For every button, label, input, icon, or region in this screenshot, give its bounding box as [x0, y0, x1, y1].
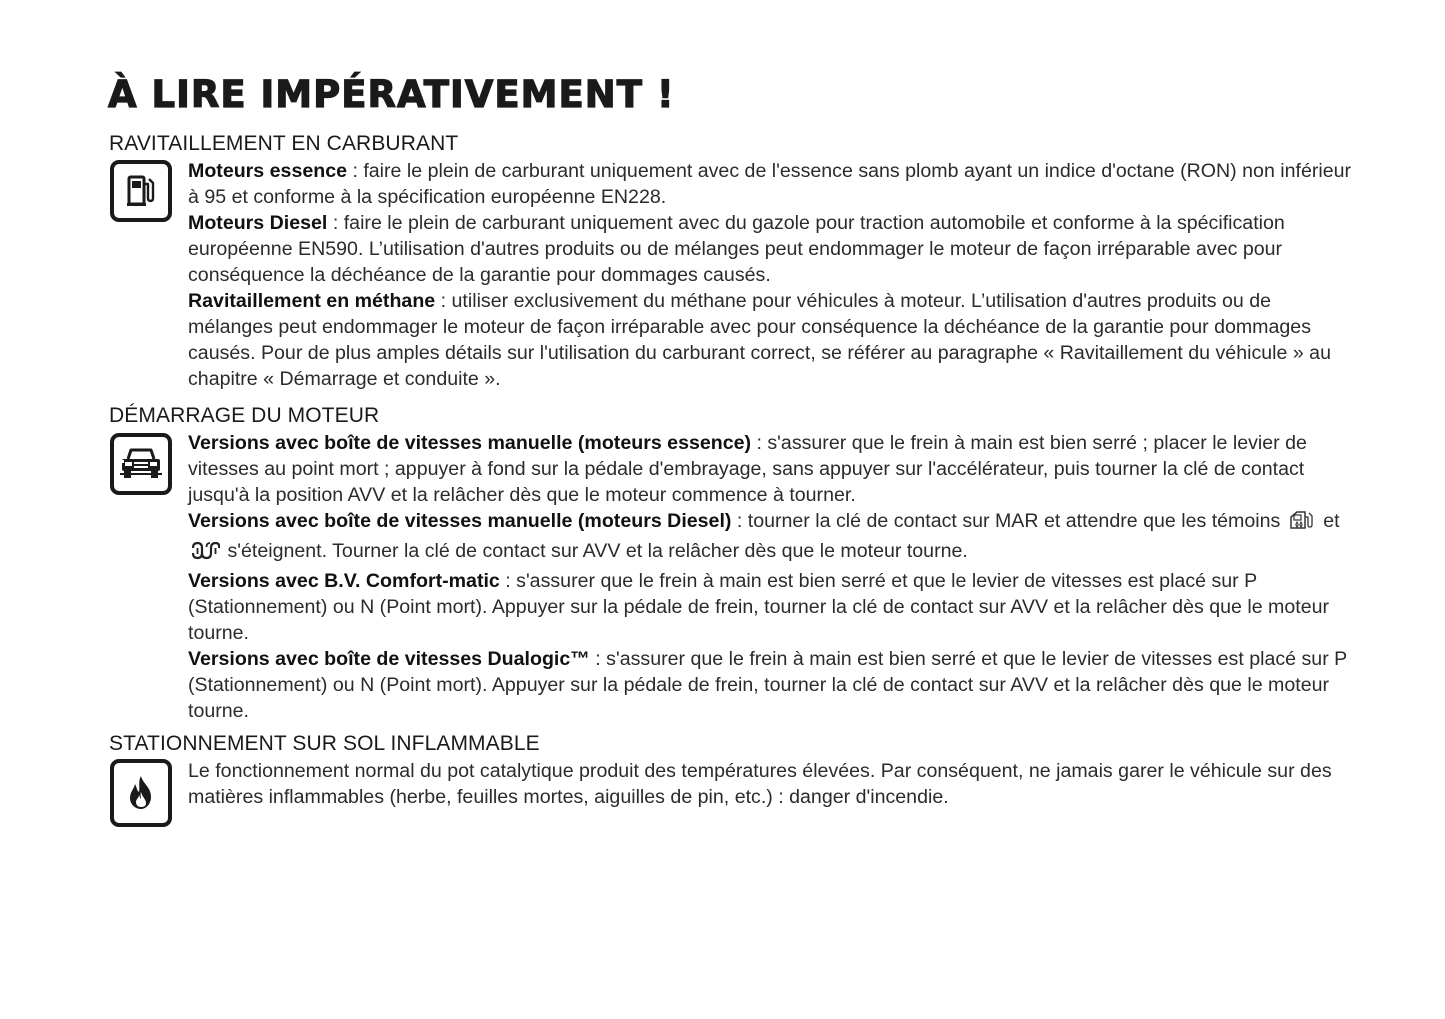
- car-front-icon: [110, 433, 172, 495]
- section-heading: RAVITAILLEMENT EN CARBURANT: [109, 132, 459, 155]
- section-engine-start: [109, 403, 1359, 724]
- glow-plug-warning-icon: [190, 541, 220, 568]
- page-title: À LIRE IMPÉRATIVEMENT !: [108, 73, 675, 116]
- paragraph: Ravitaillement en méthane : utiliser exclusivement du méthane pour véhicules à moteur. L’utilisation d'autres produits ou de mélanges peut endommager le moteur de façon irréparable avec pour conséquence la déchéance de la garantie pour dommages causés. Pour de plus amples détails sur l'utilisation du carburant correct, se référer au paragraphe « Ravitaillement du véhicule » au chapitre « Démarrage et conduite ».: [188, 290, 1331, 390]
- section-heading: STATIONNEMENT SUR SOL INFLAMMABLE: [109, 732, 540, 755]
- fuel-pump-icon: [110, 160, 172, 222]
- section-heading: DÉMARRAGE DU MOTEUR: [109, 404, 380, 427]
- paragraph: Moteurs Diesel : faire le plein de carburant uniquement avec du gazole pour traction automobile et conforme à la spécification européenne EN590. L’utilisation d'autres produits ou de mélanges peut endommager le moteur de façon irréparable avec pour conséquence la déchéance de la garantie pour dommages causés.: [188, 212, 1285, 286]
- paragraph: Versions avec boîte de vitesses manuelle (moteurs essence) : s'assurer que le frein à main est bien serré ; placer le levier de vitesses au point mort ; appuyer à fond sur la pédale d'embrayage, sans appuyer sur l'accélérateur, puis tourner la clé de contact jusqu'à la position AVV et la relâcher dès que le moteur commence à tourner.: [188, 432, 1307, 506]
- section-text: [188, 430, 1359, 724]
- flame-icon: [110, 759, 172, 827]
- water-in-fuel-warning-icon: [1288, 508, 1316, 538]
- paragraph: Le fonctionnement normal du pot catalytique produit des températures élevées. Par conséquent, ne jamais garer le véhicule sur des matières inflammables (herbe, feuilles mortes, aiguilles de pin, etc.) : danger d'incendie.: [188, 760, 1332, 808]
- section-text: [188, 758, 1359, 810]
- section-text: [188, 158, 1359, 392]
- paragraph: Versions avec boîte de vitesses manuelle (moteurs Diesel) : tourner la clé de contact sur MAR et attendre que les témoins et s'éteignent. Tourner la clé de contact sur AVV et la relâcher dès que le moteur tourne.: [188, 508, 1359, 568]
- section-refuelling: [109, 131, 1359, 392]
- section-parking: [109, 731, 1359, 810]
- paragraph: Versions avec boîte de vitesses Dualogic™ : s'assurer que le frein à main est bien serré et que le levier de vitesses est placé sur P (Stationnement) ou N (Point mort). Appuyer sur la pédale de frein, tourner la clé de contact sur AVV et la relâcher dès que le moteur tourne.: [188, 648, 1347, 722]
- paragraph: Versions avec B.V. Comfort-matic : s'assurer que le frein à main est bien serré et que le levier de vitesses est placé sur P (Stationnement) ou N (Point mort). Appuyer sur la pédale de frein, tourner la clé de contact sur AVV et la relâcher dès que le moteur tourne.: [188, 570, 1330, 644]
- paragraph: Moteurs essence : faire le plein de carburant uniquement avec de l'essence sans plomb ayant un indice d'octane (RON) non inférieur à 95 et conforme à la spécification européenne EN228.: [188, 160, 1352, 208]
